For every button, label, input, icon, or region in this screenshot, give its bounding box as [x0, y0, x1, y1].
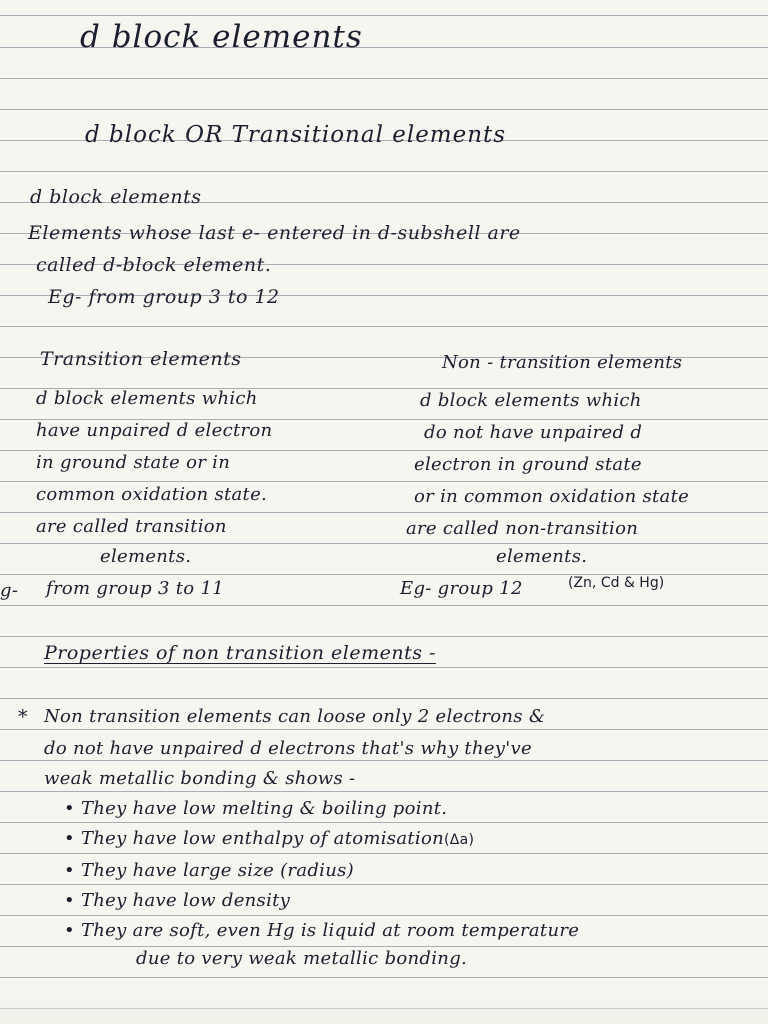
- definition-line-1: Elements whose last e- entered in d-subshell are: [28, 222, 521, 244]
- non-transition-example-note: (Zn, Cd & Hg): [568, 575, 665, 591]
- properties-heading: Properties of non transition elements -: [44, 642, 436, 664]
- property-bullet: [64, 830, 474, 848]
- property-bullet: [64, 922, 579, 940]
- bullet-text: They have low melting & boiling point.: [80, 798, 448, 819]
- properties-intro-line: weak metallic bonding & shows -: [44, 768, 356, 789]
- properties-star: *: [18, 706, 28, 728]
- non-transition-heading: Non - transition elements: [442, 352, 683, 373]
- bullet-dot-icon: •: [64, 798, 81, 819]
- transition-line: have unpaired d electron: [36, 420, 273, 441]
- definition-heading: d block elements: [30, 186, 202, 208]
- atomisation-symbol: (Δa): [444, 832, 475, 848]
- transition-line: common oxidation state.: [36, 484, 268, 505]
- transition-example-prefix: g-: [0, 580, 19, 601]
- bullet-text: They have large size (radius): [80, 860, 354, 881]
- property-bullet: [64, 892, 290, 910]
- non-transition-line: electron in ground state: [414, 454, 642, 475]
- non-transition-line: or in common oxidation state: [414, 486, 690, 507]
- non-transition-line: elements.: [496, 546, 588, 567]
- transition-heading: Transition elements: [40, 348, 242, 370]
- transition-line: d block elements which: [36, 388, 258, 409]
- page-title: d block elements: [80, 19, 363, 55]
- property-bullet: [64, 800, 447, 818]
- definition-example: Eg- from group 3 to 12: [48, 286, 280, 308]
- bullet-text: They have low density: [80, 890, 291, 911]
- bullet-dot-icon: •: [64, 860, 81, 881]
- bullet-dot-icon: •: [64, 920, 81, 941]
- properties-intro-line: Non transition elements can loose only 2 electrons &: [44, 706, 546, 727]
- transition-line: in ground state or in: [36, 452, 231, 473]
- non-transition-line: are called non-transition: [406, 518, 639, 539]
- properties-intro-line: do not have unpaired d electrons that's why they've: [44, 738, 532, 759]
- transition-line: are called transition: [36, 516, 227, 537]
- non-transition-line: d block elements which: [420, 390, 642, 411]
- transition-example: from group 3 to 11: [46, 578, 224, 599]
- property-bullet: [64, 862, 354, 880]
- bullet-text: They are soft, even Hg is liquid at room temperature: [80, 920, 580, 941]
- bullet-dot-icon: •: [64, 890, 81, 911]
- bullet-text: They have low enthalpy of atomisation: [80, 828, 444, 849]
- property-bullet-continuation: due to very weak metallic bonding.: [136, 948, 468, 969]
- definition-line-2: called d-block element.: [36, 254, 272, 276]
- transition-line: elements.: [100, 546, 192, 567]
- non-transition-example: Eg- group 12: [400, 578, 523, 599]
- non-transition-line: do not have unpaired d: [424, 422, 643, 443]
- bullet-dot-icon: •: [64, 828, 81, 849]
- section-subtitle: d block OR Transitional elements: [85, 122, 507, 148]
